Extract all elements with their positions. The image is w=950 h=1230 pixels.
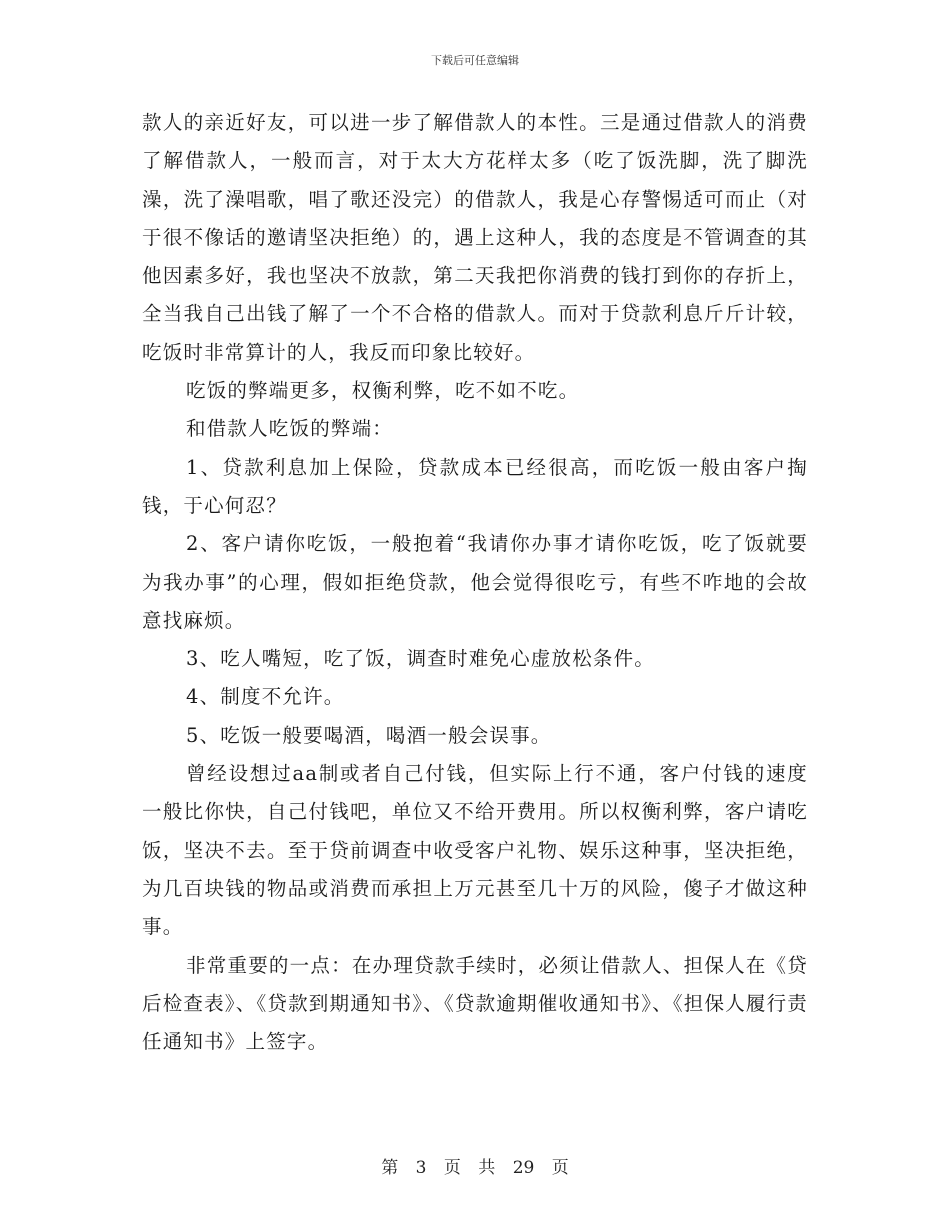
page-suffix: 页	[551, 1158, 569, 1178]
list-item: 3、吃人嘴短，吃了饭，调查时难免心虚放松条件。	[186, 647, 656, 671]
page-prefix: 第	[381, 1158, 399, 1178]
page-footer	[0, 1153, 950, 1178]
list-item: 5、吃饭一般要喝酒，喝酒一般会误事。	[186, 723, 552, 747]
total-pages: 29	[512, 1158, 535, 1178]
paragraph: 曾经设想过aa制或者自己付钱，但实际上行不通，客户付钱的速度一般比你快，自己付钱吧，单位又不给开费用。所以权衡利弊，客户请吃饭，坚决不去。至于贷前调查中收受客户礼物、娱乐这种事，坚决拒绝，为几百块钱的物品或消费而承担上万元甚至几十万的风险，傻子才做这种事。	[142, 762, 808, 939]
paragraph: 和借款人吃饭的弊端：	[186, 417, 394, 441]
total-prefix: 共	[478, 1158, 496, 1178]
page-middle: 页	[443, 1158, 461, 1178]
list-item: 1、贷款利息加上保险，贷款成本已经很高，而吃饭一般由客户掏钱，于心何忍？	[142, 455, 808, 517]
paragraph-continuation: 款人的亲近好友，可以进一步了解借款人的本性。三是通过借款人的消费了解借款人，一般而言，对于太大方花样太多（吃了饭洗脚，洗了脚洗澡，洗了澡唱歌，唱了歌还没完）的借款人，我是心存警惕适可而止（对于很不像话的邀请坚决拒绝）的，遇上这种人，我的态度是不管调查的其他因素多好，我也坚决不放款，第二天我把你消费的钱打到你的存折上，全当我自己出钱了解了一个不合格的借款人。而对于贷款利息斤斤计较，吃饭时非常算计的人，我反而印象比较好。	[142, 111, 808, 364]
paragraph: 吃饭的弊端更多，权衡利弊，吃不如不吃。	[186, 379, 580, 403]
document-body	[142, 104, 808, 1061]
list-item: 2、客户请你吃饭，一般抱着“我请你办事才请你吃饭，吃了饭就要为我办事”的心理，假如拒绝贷款，他会觉得很吃亏，有些不咋地的会故意找麻烦。	[142, 532, 808, 632]
paragraph: 非常重要的一点：在办理贷款手续时，必须让借款人、担保人在《贷后检查表》、《贷款到期通知书》、《贷款逾期催收通知书》、《担保人履行责任通知书》上签字。	[142, 953, 809, 1054]
list-item: 4、制度不允许。	[186, 685, 345, 709]
page-header: 下载后可任意编辑	[431, 54, 519, 67]
page-number: 3	[415, 1158, 427, 1178]
